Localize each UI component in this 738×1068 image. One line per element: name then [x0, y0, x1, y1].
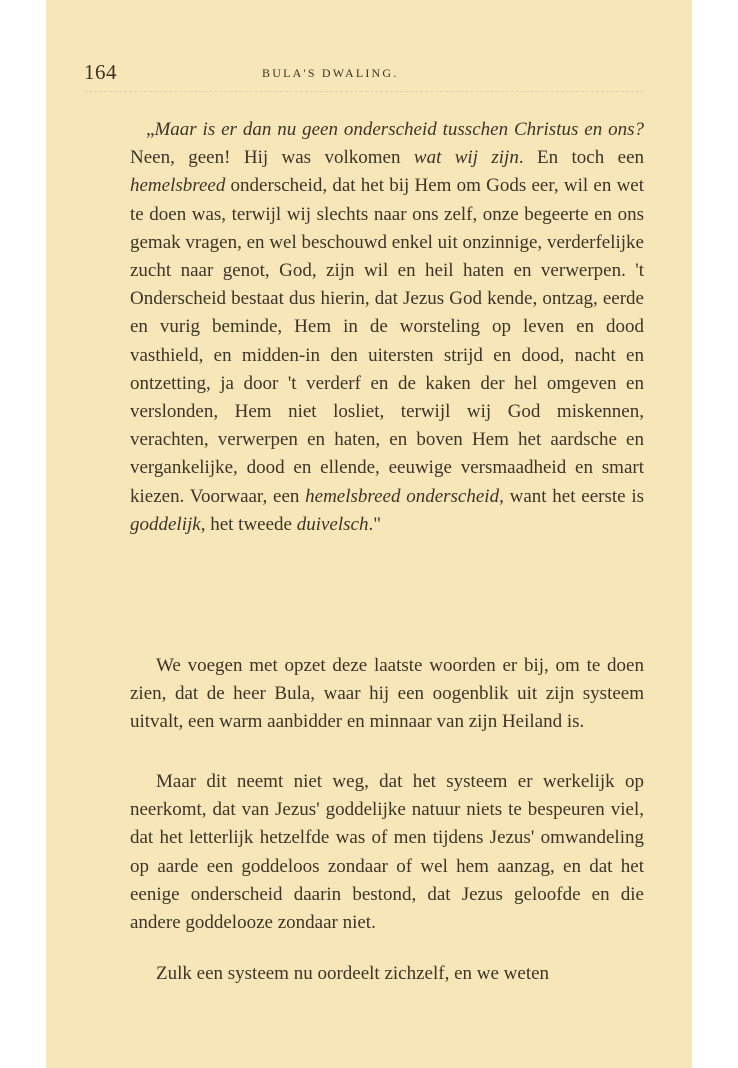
- quote-text: . En toch een: [518, 147, 644, 169]
- quote-text: onderscheid, dat het bij Hem om Gods eer, wil en wet te doen was, terwijl wij slechts naar ons zelf, onze begeerte en ons gemak vragen, en wel beschouwd enkel uit onzinnige, verderfelijke zucht naar genot, God, zijn wil en heil haten en verwerpen. 't Onderscheid bestaat dus hierin, dat Jezus God kende, ontzag, eerde en vurig beminde, Hem in de worsteling op leven en dood vasthield, en midden-in den uitersten strijd en dood, nacht en ontzetting, ja door 't verderf en de kaken der hel omgeven en verslonden, Hem niet losliet, terwijl wij God miskennen, verachten, verwerpen en haten, en boven Hem het aardsche en vergankelijke, dood en ellende, eeuwige versmaadheid en smart kiezen. Voorwaar, een: [130, 175, 644, 507]
- page-number: 164: [84, 60, 117, 84]
- page-header: [84, 60, 644, 90]
- quote-italic-emphasis: hemelsbreed: [130, 175, 226, 197]
- quote-close-mark: .": [368, 513, 381, 535]
- quote-italic-emphasis: hemelsbreed onderscheid: [305, 485, 500, 507]
- body-paragraph: Zulk een systeem nu oordeelt zichzelf, en we weten: [156, 963, 550, 984]
- body-paragraph: Maar dit neemt niet weg, dat het systeem er werkelijk op neerkomt, dat van Jezus' goddelijke natuur niets te bespeuren viel, dat het letterlijk hetzelfde was of men tijdens Jezus' omwandeling op aarde een goddeloos zondaar of wel hem aanzag, en dat het eenige onderscheid daarin bestond, dat Jezus geloofde en die andere goddelooze zondaar niet.: [130, 771, 644, 934]
- quote-italic-question: Maar is er dan nu geen onderscheid tusschen Christus en ons?: [154, 119, 644, 140]
- running-title: BULA'S DWALING.: [262, 66, 399, 80]
- quote-open-mark: „: [146, 119, 155, 140]
- header-rule: [84, 91, 644, 92]
- quote-text: Neen, geen! Hij was volkomen: [130, 147, 414, 169]
- quote-italic-emphasis: wat wij zijn: [413, 147, 519, 169]
- quote-text: , het tweede: [200, 513, 297, 535]
- quoted-passage: [130, 116, 644, 539]
- quote-italic-emphasis: duivelsch: [296, 513, 369, 535]
- quote-text: , want het eerste is: [499, 485, 644, 507]
- quote-italic-emphasis: goddelijk: [130, 513, 201, 535]
- body-paragraph: We voegen met opzet deze laatste woorden er bij, om te doen zien, dat de heer Bula, waar hij een oogenblik uit zijn systeem uitvalt, een warm aanbidder en minnaar van zijn Heiland is.: [130, 655, 644, 733]
